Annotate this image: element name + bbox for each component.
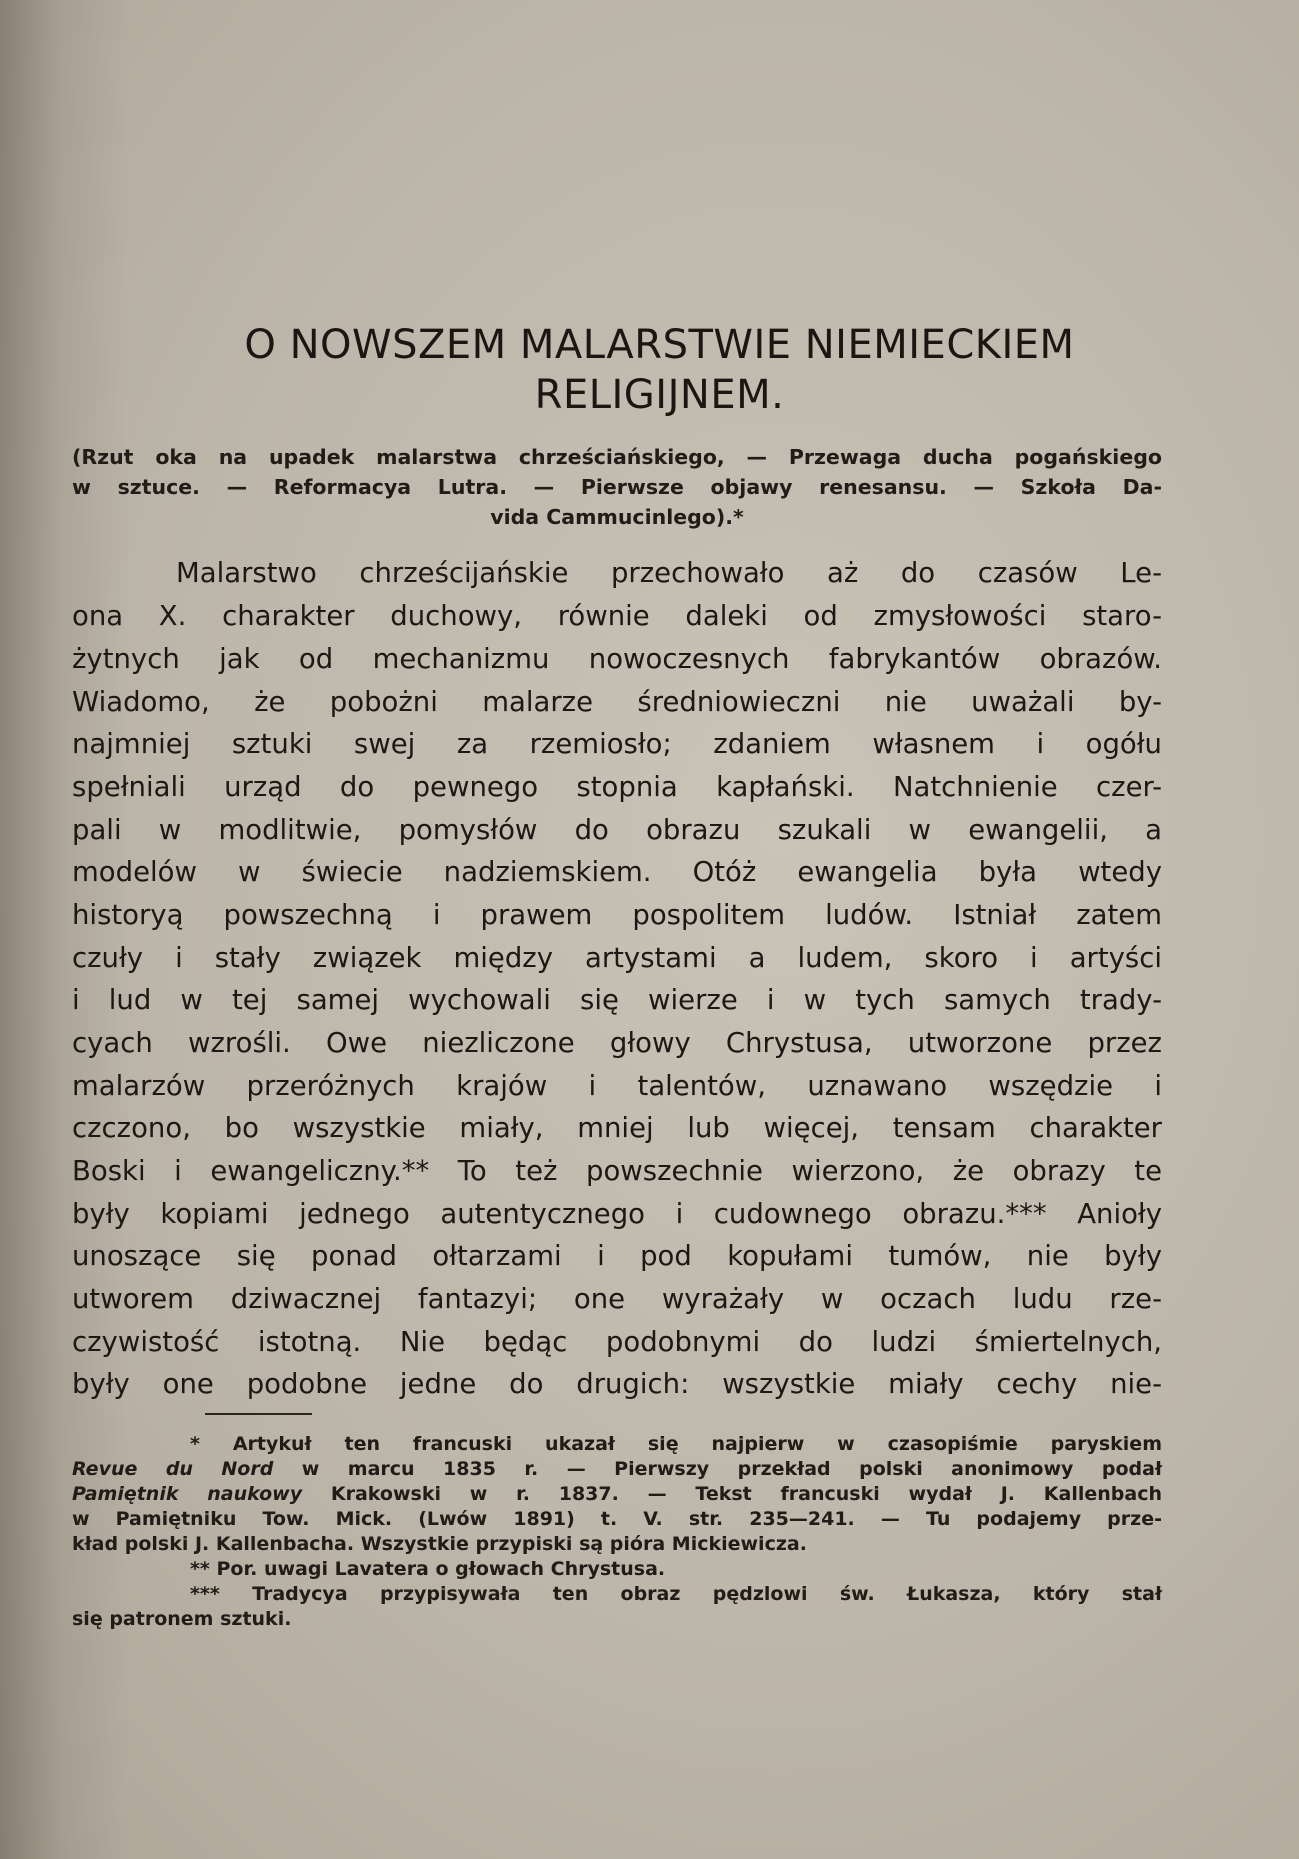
footnote-1-line-2 [72, 1457, 1162, 1481]
footnote-3-line-2: się patronem sztuki. [72, 1608, 292, 1630]
summary-line-3: vida Cammucinlego).* [490, 505, 744, 529]
footnote-3-line-1: *** Tradycya przypisywała ten obraz pędzlowi św. Łukasza, który stał [190, 1583, 1162, 1605]
footnote-1-line-3 [72, 1482, 1162, 1506]
journal-title-pamietnik-naukowy: Pamiętnik naukowy [72, 1483, 303, 1505]
footnote-1-line-2-text: w marcu 1835 r. — Pierwszy przekład polski anonimowy podał [273, 1458, 1162, 1480]
body-line-11: i lud w tej samej wychowali się wierze i w tych samych trady- [72, 984, 1162, 1016]
body-line-12: cyach wzrośli. Owe niezliczone głowy Chrystusa, utworzone przez [72, 1027, 1162, 1059]
body-line-3: żytnych jak od mechanizmu nowoczesnych fabrykantów obrazów. [72, 643, 1162, 675]
body-line-8: modelów w świecie nadziemskiem. Otóż ewangelia była wtedy [72, 856, 1162, 888]
article-title-line-1: O NOWSZEM MALARSTWIE NIEMIECKIEM [244, 322, 1075, 368]
body-line-9: historyą powszechną i prawem pospolitem ludów. Istniał zatem [72, 899, 1162, 931]
footnote-1-line-3-text: Krakowski w r. 1837. — Tekst francuski wydał J. Kallenbach [302, 1483, 1162, 1505]
body-line-20: były one podobne jedne do drugich: wszystkie miały cechy nie- [72, 1368, 1162, 1400]
body-line-14: czczono, bo wszystkie miały, mniej lub więcej, tensam charakter [72, 1112, 1162, 1144]
body-line-16: były kopiami jednego autentycznego i cudownego obrazu.*** Anioły [72, 1198, 1162, 1230]
body-line-1: Malarstwo chrześcijańskie przechowało aż do czasów Le- [176, 557, 1162, 589]
footnote-1-line-5: kład polski J. Kallenbacha. Wszystkie przypiski są pióra Mickiewicza. [72, 1533, 807, 1555]
body-line-7: pali w modlitwie, pomysłów do obrazu szukali w ewangelii, a [72, 814, 1162, 846]
body-line-10: czuły i stały związek między artystami a ludem, skoro i artyści [72, 942, 1162, 974]
footnote-1-line-1: * Artykuł ten francuski ukazał się najpierw w czasopiśmie paryskiem [190, 1433, 1162, 1455]
body-line-18: utworem dziwacznej fantazyi; one wyrażały w oczach ludu rze- [72, 1283, 1162, 1315]
body-line-5: najmniej sztuki swej za rzemiosło; zdaniem własnem i ogółu [72, 728, 1162, 760]
body-line-13: malarzów przeróżnych krajów i talentów, uznawano wszędzie i [72, 1070, 1162, 1102]
footnote-2: ** Por. uwagi Lavatera o głowach Chrystusa. [190, 1558, 666, 1580]
body-line-6: spełniali urząd do pewnego stopnia kapłański. Natchnienie czer- [72, 771, 1162, 803]
summary-line-1: (Rzut oka na upadek malarstwa chrześciańskiego, — Przewaga ducha pogańskiego [72, 445, 1162, 469]
journal-title-revue-du-nord: Revue du Nord [72, 1458, 274, 1480]
body-line-4: Wiadomo, że pobożni malarze średniowieczni nie uważali by- [72, 686, 1162, 718]
summary-line-2: w sztuce. — Reformacya Lutra. — Pierwsze objawy renesansu. — Szkoła Da- [72, 475, 1162, 499]
body-line-17: unoszące się ponad ołtarzami i pod kopułami tumów, nie były [72, 1240, 1162, 1272]
footnote-1-line-4: w Pamiętniku Tow. Mick. (Lwów 1891) t. V. str. 235—241. — Tu podajemy prze- [72, 1508, 1162, 1530]
body-line-19: czywistość istotną. Nie będąc podobnymi do ludzi śmiertelnych, [72, 1326, 1162, 1358]
body-line-2: ona X. charakter duchowy, równie daleki od zmysłowości staro- [72, 600, 1162, 632]
article-title-line-2: RELIGIJNEM. [534, 372, 785, 418]
footnote-separator-rule [205, 1413, 312, 1415]
body-line-15: Boski i ewangeliczny.** To też powszechnie wierzono, że obrazy te [72, 1155, 1162, 1187]
